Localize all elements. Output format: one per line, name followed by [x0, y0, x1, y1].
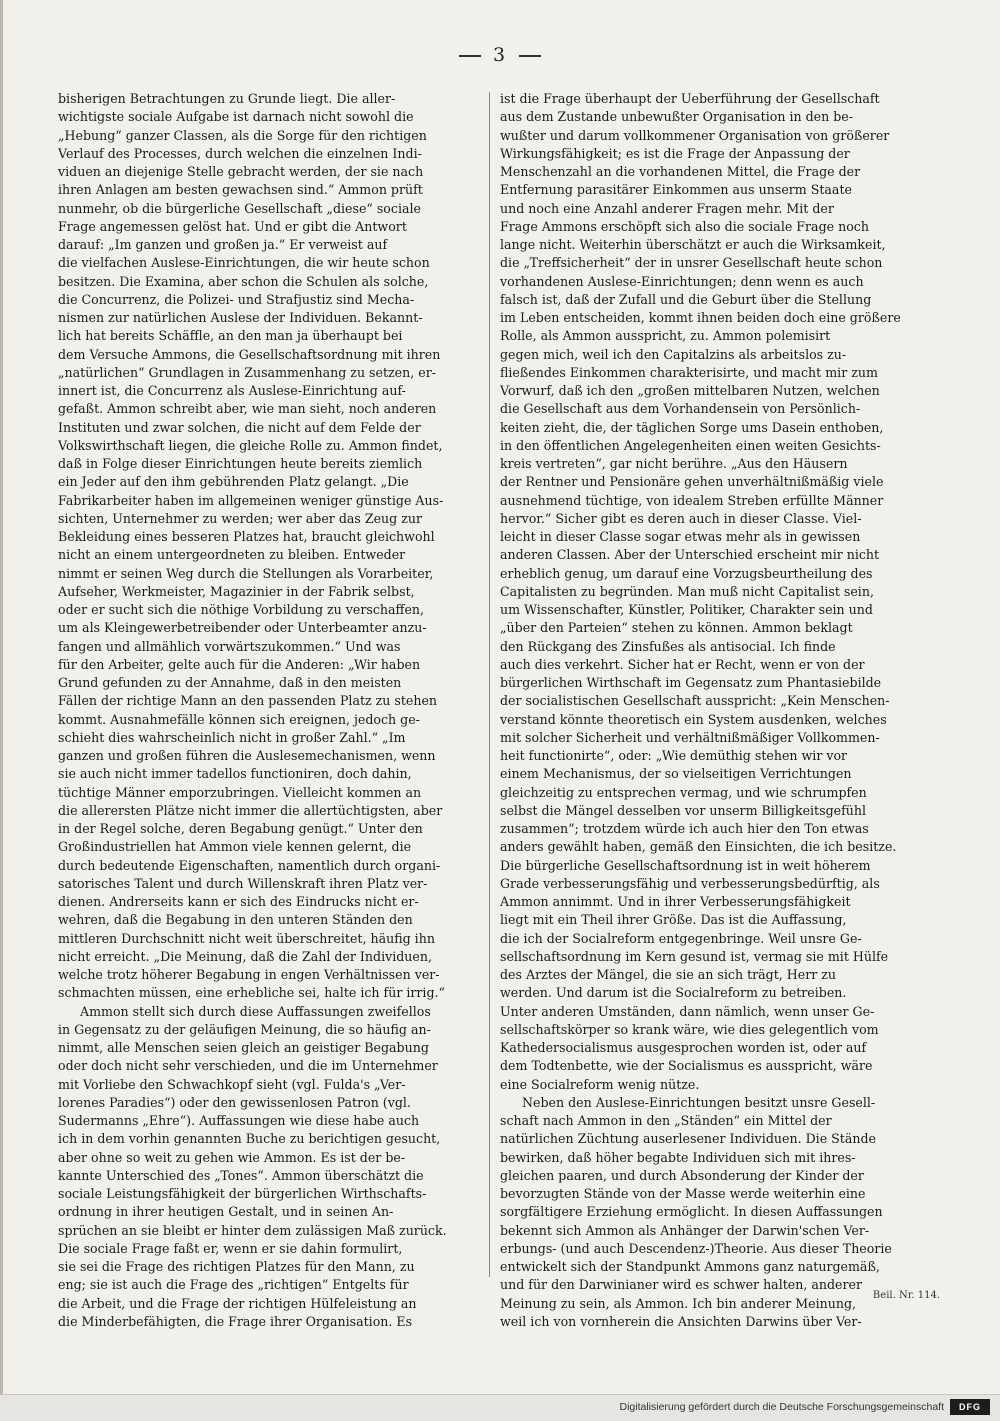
text-line: hervor.“ Sicher gibt es deren auch in dieser Classe. Viel- — [500, 510, 862, 526]
text-line: verstand könnte theoretisch ein System ausdenken, welches — [500, 711, 887, 727]
text-line: für den Arbeiter, gelte auch für die Anderen: „Wir haben — [58, 656, 421, 672]
text-line: Kathedersocialismus ausgesprochen worden ist, oder auf — [500, 1040, 867, 1055]
text-line: tüchtige Männer emporzubringen. Vielleicht kommen an — [58, 784, 422, 800]
text-line: und für den Darwinianer wird es schwer halten, anderer — [500, 1277, 862, 1293]
text-line: Die sociale Frage faßt er, wenn er sie dahin formulirt, — [58, 1240, 403, 1256]
text-line: gefaßt. Ammon schreibt aber, wie man sieht, noch anderen — [58, 401, 437, 417]
text-line: Meinung zu sein, als Ammon. Ich bin anderer Meinung, — [500, 1295, 857, 1311]
text-line: ist die Frage überhaupt der Ueberführung der Gesellschaft — [500, 91, 880, 106]
text-line: die Gesellschaft aus dem Vorhandensein von Persönlich- — [500, 401, 861, 417]
text-line: den Rückgang des Zinsfußes als antisocial. Ich finde — [500, 638, 836, 654]
text-line: die Minderbefähigten, die Frage ihrer Organisation. Es — [58, 1313, 413, 1329]
text-line: natürlichen Züchtung auserlesener Individuen. Die Stände — [500, 1131, 876, 1147]
text-line: kommt. Ausnahmefälle können sich ereignen, jedoch ge- — [58, 711, 420, 727]
text-line: und noch eine Anzahl anderer Fragen mehr. Mit der — [500, 200, 834, 216]
text-line: der socialistischen Gesellschaft ausspricht: „Kein Menschen- — [500, 693, 890, 709]
text-line: Entfernung parasitärer Einkommen aus unserm Staate — [500, 182, 852, 198]
text-line: bisherigen Betrachtungen zu Grunde liegt. Die aller- — [58, 91, 396, 106]
text-line: bewirken, daß höher begabte Individuen sich mit ihres- — [500, 1149, 856, 1165]
text-line: Ammon stellt sich durch diese Auffassungen zweifellos — [80, 1003, 431, 1019]
text-line: falsch ist, daß der Zufall und die Geburt über die Stellung — [500, 291, 872, 307]
text-line: erheblich genug, um darauf eine Vorzugsbeurtheilung des — [500, 565, 873, 581]
text-line: satorisches Talent und durch Willenskraft ihren Platz ver- — [58, 875, 428, 891]
text-line: der Rentner und Pensionäre gehen unverhältnißmäßig viele — [500, 474, 884, 490]
text-line: kreis vertreten“, gar nicht berühre. „Aus den Häusern — [500, 456, 848, 471]
text-line: Aufseher, Werkmeister, Magazinier in der Fabrik selbst, — [58, 583, 415, 599]
text-line: schmachten müssen, eine erhebliche sei, halte ich für irrig.“ — [58, 985, 445, 1001]
text-line: Sudermanns „Ehre“). Auffassungen wie diese habe auch — [58, 1113, 420, 1128]
text-line: viduen an diejenige Stelle gebracht werden, der sie nach — [58, 164, 424, 179]
text-line: Volkswirthschaft liegen, die gleiche Rolle zu. Ammon findet, — [58, 437, 443, 453]
text-line: lorenes Paradies“) oder den gewissenlosen Patron (vgl. — [58, 1094, 411, 1110]
text-line: werden. Und darum ist die Socialreform zu betreiben. — [500, 985, 847, 1001]
text-line: Rolle, als Ammon ausspricht, zu. Ammon polemisirt — [500, 328, 831, 344]
text-line: im Leben entscheiden, kommt ihnen beiden doch eine größere — [500, 310, 901, 325]
text-line: die ich der Socialreform entgegenbringe. Weil unsre Ge- — [500, 930, 862, 946]
text-line: dem Todtenbette, wie der Socialismus es ausspricht, wäre — [500, 1058, 873, 1074]
text-line: kannte Unterschied des „Tones“. Ammon überschätzt die — [58, 1167, 424, 1183]
text-line: Frage angemessen gelöst hat. Und er gibt die Antwort — [58, 218, 407, 234]
text-line: in der Regel solche, deren Begabung genügt.“ Unter den — [58, 821, 423, 836]
text-line: in den öffentlichen Angelegenheiten einen weiten Gesichts- — [500, 437, 881, 453]
text-line: eine Socialreform wenig nütze. — [500, 1076, 700, 1092]
text-line: mittleren Durchschnitt nicht weit überschreitet, häufig ihn — [58, 930, 435, 946]
text-line: fangen und allmählich vorwärtszukommen.“ Und was — [58, 638, 401, 654]
text-line: Ammon annimmt. Und in ihrer Verbesserungsfähigkeit — [500, 894, 851, 909]
text-line: sichten, Unternehmer zu werden; wer aber das Zeug zur — [58, 510, 422, 526]
text-line: gegen mich, weil ich den Capitalzins als arbeitslos zu- — [500, 346, 847, 362]
text-line: Capitalisten zu begründen. Man muß nicht Capitalist sein, — [500, 583, 874, 599]
text-line: fließendes Einkommen charakterisirte, und macht mir zum — [500, 364, 878, 380]
text-line: sociale Leistungsfähigkeit der bürgerlichen Wirthschafts- — [58, 1186, 427, 1201]
text-line: sellschaftskörper so krank wäre, wie dies gelegentlich vom — [500, 1021, 879, 1037]
text-line: Frage Ammons erschöpft sich also die sociale Frage noch — [500, 218, 869, 234]
text-line: aber ohne so weit zu gehen wie Ammon. Es ist der be- — [58, 1149, 406, 1165]
text-line: nicht an einem untergeordneten zu bleiben. Entweder — [58, 547, 406, 563]
page-number-value: 3 — [492, 44, 508, 66]
text-line: wichtigste sociale Aufgabe ist darnach nicht sowohl die — [58, 109, 414, 125]
column-divider — [489, 92, 490, 1277]
text-line: lange nicht. Weiterhin überschätzt er auch die Wirksamkeit, — [500, 237, 886, 252]
text-line: wehren, daß die Begabung in den unteren Ständen den — [58, 912, 413, 928]
text-line: anders gewählt haben, gemäß den Einsichten, die ich besitze. — [500, 839, 897, 855]
text-line: erbungs- (und auch Descendenz-)Theorie. Aus dieser Theorie — [500, 1240, 892, 1256]
text-line: oder doch nicht sehr verschieden, und die im Unternehmer — [58, 1058, 438, 1074]
text-line: durch bedeutende Eigenschaften, namentlich durch organi- — [58, 857, 441, 873]
text-line: zusammen“; trotzdem würde ich auch hier den Ton etwas — [500, 821, 869, 836]
text-line: „natürlichen“ Grundlagen in Zusammenhang zu setzen, er- — [58, 364, 436, 380]
text-line: vorhandenen Auslese-Einrichtungen; denn wenn es auch — [500, 273, 864, 289]
text-line: eng; sie ist auch die Frage des „richtigen“ Entgelts für — [58, 1277, 409, 1293]
text-line: ordnung in ihrer heutigen Gestalt, und in seinen An- — [58, 1204, 394, 1220]
text-line: um als Kleingewerbetreibender oder Unterbeamter anzu- — [58, 620, 427, 636]
text-line: Menschenzahl an die vorhandenen Mittel, die Frage der — [500, 164, 861, 179]
text-line: sorgfältigere Erziehung ermöglicht. In diesen Auffassungen — [500, 1204, 883, 1220]
text-line: Fällen der richtige Mann an den passenden Platz zu stehen — [58, 693, 438, 709]
text-line: ausnehmend tüchtige, von idealem Streben erfüllte Männer — [500, 492, 884, 508]
footer-bar — [0, 1394, 1000, 1421]
text-line: ihren Anlagen am besten gewachsen sind.“ Ammon prüft — [58, 182, 423, 198]
text-line: daß in Folge dieser Einrichtungen heute bereits ziemlich — [58, 456, 423, 471]
text-line: oder er sucht sich die nöthige Vorbildung zu verschaffen, — [58, 602, 425, 617]
text-line: ich in dem vorhin genannten Buche zu berichtigen gesucht, — [58, 1131, 441, 1147]
text-line: nimmt er seinen Weg durch die Stellungen als Vorarbeiter, — [58, 565, 434, 581]
text-line: Bekleidung eines besseren Platzes hat, braucht gleichwohl — [58, 529, 435, 544]
text-line: Grade verbesserungsfähig und verbesserungsbedürftig, als — [500, 875, 880, 891]
text-line: bevorzugten Stände von der Masse werde weiterhin eine — [500, 1186, 866, 1201]
text-line: Unter anderen Umständen, dann nämlich, wenn unser Ge- — [500, 1003, 875, 1019]
text-line: die vielfachen Auslese-Einrichtungen, die wir heute schon — [58, 255, 430, 271]
text-line: wußter und darum vollkommener Organisation von größerer — [500, 127, 890, 143]
text-line: nunmehr, ob die bürgerliche Gesellschaft „diese“ sociale — [58, 200, 421, 216]
text-line: die allerersten Plätze nicht immer die allertüchtigsten, aber — [58, 802, 443, 818]
text-line: nicht erreicht. „Die Meinung, daß die Zahl der Individuen, — [58, 948, 432, 964]
page-number-dash-right — [519, 55, 541, 57]
text-line: die „Treffsicherheit“ der in unsrer Gesellschaft heute schon — [500, 255, 883, 271]
text-line: dem Versuche Ammons, die Gesellschaftsordnung mit ihren — [58, 346, 441, 362]
text-line: einem Mechanismus, der so vielseitigen Verrichtungen — [500, 766, 852, 782]
text-column-right — [500, 90, 948, 1331]
footer-credit: Digitalisierung gefördert durch die Deutsche Forschungsgemeinschaft — [619, 1401, 944, 1413]
text-line: Wirkungsfähigkeit; es ist die Frage der Anpassung der — [500, 145, 850, 161]
text-line: des Arztes der Mängel, die sie an sich trägt, Herr zu — [500, 967, 837, 982]
text-line: gleichen paaren, und durch Absonderung der Kinder der — [500, 1167, 864, 1183]
text-line: selbst die Mängel desselben vor unserm Billigkeitsgefühl — [500, 802, 866, 818]
text-line: bürgerlichen Wirthschaft im Gegensatz zum Phantasiebilde — [500, 675, 882, 690]
text-line: weil ich von vornherein die Ansichten Darwins über Ver- — [500, 1313, 862, 1329]
text-line: bekennt sich Ammon als Anhänger der Darwin'schen Ver- — [500, 1222, 870, 1238]
text-line: Verlauf des Processes, durch welchen die einzelnen Indi- — [58, 145, 422, 161]
text-line: „Hebung“ ganzer Classen, als die Sorge für den richtigen — [58, 127, 427, 143]
text-line: Vorwurf, daß ich den „großen mittelbaren Nutzen, welchen — [500, 383, 880, 398]
text-line: mit solcher Sicherheit und verhältnißmäßiger Vollkommen- — [500, 729, 880, 745]
text-line: schieht dies wahrscheinlich nicht in großer Zahl.“ „Im — [58, 729, 406, 745]
text-line: „über den Parteien“ stehen zu können. Ammon beklagt — [500, 620, 853, 636]
page-number-dash-left — [459, 55, 481, 57]
text-line: ein Jeder auf den ihm gebührenden Platz gelangt. „Die — [58, 474, 409, 490]
text-line: sprüchen an sie bleibt er hinter dem zulässigen Maß zurück. — [58, 1222, 447, 1238]
text-line: darauf: „Im ganzen und großen ja.“ Er verweist auf — [58, 237, 388, 252]
page-number — [0, 44, 1000, 66]
text-line: gleichzeitig zu entsprechen vermag, und wie schrumpfen — [500, 784, 867, 800]
text-line: sie sei die Frage des richtigen Platzes für den Mann, zu — [58, 1259, 415, 1274]
text-line: leicht in dieser Classe sogar etwas mehr als in gewissen — [500, 529, 861, 544]
text-line: nimmt, alle Menschen seien gleich an geistiger Begabung — [58, 1040, 429, 1055]
text-line: innert ist, die Concurrenz als Auslese-Einrichtung auf- — [58, 383, 406, 398]
text-line: Die bürgerliche Gesellschaftsordnung ist in weit höherem — [500, 857, 871, 873]
text-line: Grund gefunden zu der Annahme, daß in den meisten — [58, 675, 402, 690]
page-edge — [0, 0, 3, 1420]
text-line: mit Vorliebe den Schwachkopf sieht (vgl. Fulda's „Ver- — [58, 1076, 406, 1092]
text-line: auch dies verkehrt. Sicher hat er Recht, wenn er von der — [500, 656, 865, 672]
dfg-logo: DFG — [950, 1399, 990, 1415]
text-line: Neben den Auslese-Einrichtungen besitzt unsre Gesell- — [522, 1094, 876, 1110]
text-line: sie auch nicht immer tadellos functioniren, doch dahin, — [58, 766, 412, 782]
text-line: die Arbeit, und die Frage der richtigen Hülfeleistung an — [58, 1295, 417, 1311]
text-line: anderen Classen. Aber der Unterschied erscheint mir nicht — [500, 547, 880, 563]
text-line: nismen zur natürlichen Auslese der Individuen. Bekannt- — [58, 310, 423, 325]
text-line: welche trotz höherer Begabung in engen Verhältnissen ver- — [58, 967, 440, 982]
text-line: heit functionirte“, oder: „Wie demüthig stehen wir vor — [500, 748, 848, 763]
text-line: keiten zieht, die, der täglichen Sorge ums Dasein enthoben, — [500, 419, 884, 435]
text-line: die Concurrenz, die Polizei- und Strafjustiz sind Mecha- — [58, 291, 415, 307]
sheet-signature: Beil. Nr. 114. — [872, 1290, 940, 1301]
text-line: aus dem Zustande unbewußter Organisation in den be- — [500, 109, 853, 125]
text-line: lich hat bereits Schäffle, an den man ja überhaupt bei — [58, 328, 403, 344]
text-line: Instituten und zwar solchen, die nicht auf dem Felde der — [58, 419, 421, 435]
text-column-left — [58, 90, 503, 1331]
text-line: besitzen. Die Examina, aber schon die Schulen als solche, — [58, 273, 429, 289]
text-line: in Gegensatz zu der geläufigen Meinung, die so häufig an- — [58, 1021, 431, 1037]
text-line: um Wissenschafter, Künstler, Politiker, Charakter sein und — [500, 602, 873, 617]
text-line: sellschaftsordnung im Kern gesund ist, vermag sie mit Hülfe — [500, 948, 889, 964]
text-line: dienen. Andrerseits kann er sich des Eindrucks nicht er- — [58, 894, 419, 909]
text-line: schaft nach Ammon in den „Ständen“ ein Mittel der — [500, 1113, 832, 1128]
text-line: Großindustriellen hat Ammon viele kennen gelernt, die — [58, 839, 412, 855]
text-line: ganzen und großen führen die Auslesemechanismen, wenn — [58, 748, 436, 763]
text-line: liegt mit ein Theil ihrer Größe. Das ist die Auffassung, — [500, 912, 847, 928]
text-line: entwickelt sich der Standpunkt Ammons ganz naturgemäß, — [500, 1259, 880, 1274]
text-line: Fabrikarbeiter haben im allgemeinen weniger günstige Aus- — [58, 492, 444, 508]
